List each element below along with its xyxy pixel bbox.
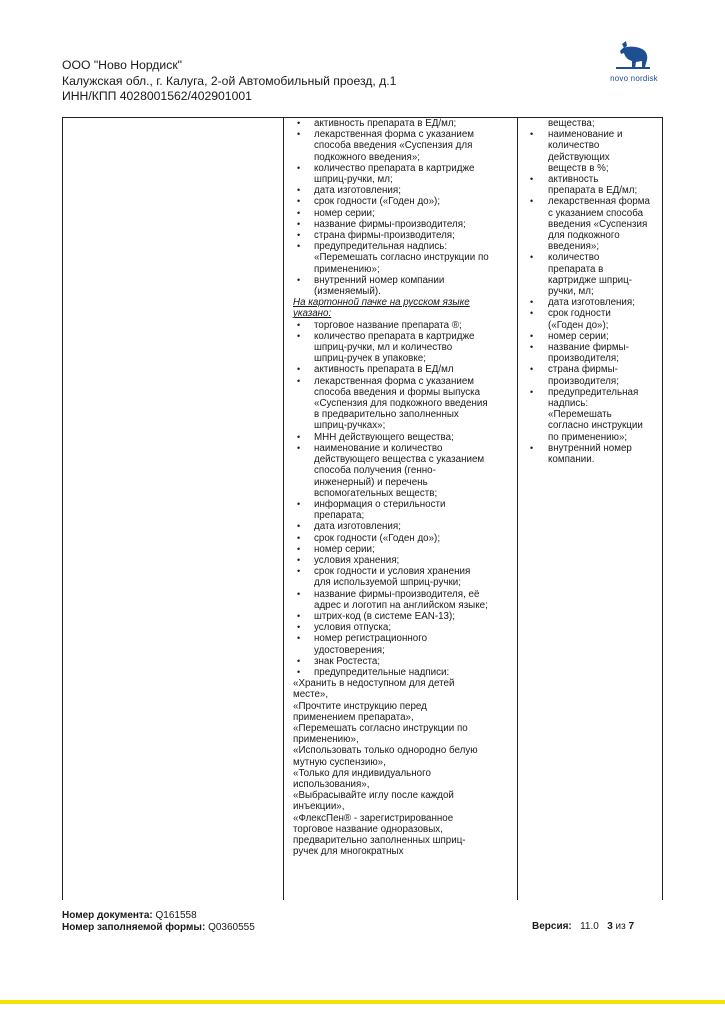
bullet-icon: •	[297, 543, 301, 554]
bullet-icon: •	[297, 532, 301, 543]
list-item	[524, 443, 662, 465]
continued-text	[524, 118, 662, 129]
text-line: «Перемешать согласно инструкции по	[293, 722, 468, 734]
bullet-icon: •	[530, 308, 534, 319]
text-line: инженерный) и перечень	[314, 476, 428, 488]
warning-line	[289, 701, 515, 723]
text-line: «Прочтите инструкцию перед	[293, 700, 427, 712]
page-current: 3	[607, 921, 613, 932]
list-item	[289, 129, 515, 163]
text-line: картридже шприц-	[548, 274, 632, 286]
text-line: использования»,	[293, 778, 370, 790]
company-name: ООО "Ново Нордиск"	[62, 58, 182, 72]
list-item	[289, 499, 515, 521]
bullet-icon: •	[297, 274, 301, 285]
list-item	[289, 566, 515, 588]
warning-line	[289, 813, 515, 858]
list-item	[289, 555, 515, 566]
bullet-icon: •	[297, 196, 301, 207]
text-line: ручки, мл;	[548, 286, 594, 298]
bullet-icon: •	[297, 521, 301, 532]
text-line: МНН действующего вещества;	[314, 431, 454, 443]
bottom-accent-line	[0, 1000, 725, 1004]
list-item	[289, 533, 515, 544]
text-line: активность препарата в ЕД/мл;	[314, 118, 457, 129]
text-line: название фирмы-производителя;	[314, 218, 466, 230]
list-item	[289, 219, 515, 230]
text-line: вспомогательных веществ;	[314, 487, 438, 499]
list-item	[289, 656, 515, 667]
text-line: На картонной пачке на русском языке	[293, 297, 470, 309]
text-line: «Перемешать согласно инструкции по	[314, 252, 489, 264]
text-line: действующих	[548, 151, 610, 163]
packaging-text-column	[289, 118, 515, 857]
text-line: (изменяемый).	[314, 286, 381, 298]
warning-line	[289, 678, 515, 700]
text-line: дата изготовления;	[548, 297, 635, 309]
text-line: производителя;	[548, 375, 619, 387]
text-line: «Выбрасывайте иглу после каждой	[293, 790, 454, 802]
text-line: вещества;	[548, 118, 595, 129]
list-item	[289, 611, 515, 622]
text-line: номер серии;	[548, 330, 609, 342]
list-item	[289, 544, 515, 555]
page-total: 7	[628, 921, 635, 932]
text-line: способа введения и формы выпуска	[314, 386, 481, 398]
text-line: страна фирмы-производителя;	[314, 230, 455, 242]
doc-number-label: Номер документа:	[62, 910, 153, 921]
bullet-icon: •	[297, 185, 301, 196]
list-item	[524, 331, 662, 342]
text-line: количество препарата в картридже	[314, 162, 475, 174]
list-item	[289, 633, 515, 655]
bullet-icon: •	[297, 364, 301, 375]
warning-line	[289, 745, 515, 767]
list-item	[289, 196, 515, 207]
doc-number: Q161558	[155, 910, 197, 921]
form-number-label: Номер заполняемой формы:	[62, 922, 206, 933]
document-footer	[62, 910, 255, 934]
bullet-icon: •	[297, 230, 301, 241]
column-divider-2	[517, 118, 518, 900]
text-line: инъекции»,	[293, 801, 345, 813]
text-line: указано:	[293, 308, 332, 320]
list-item	[289, 163, 515, 185]
bullet-icon: •	[297, 554, 301, 565]
text-line: («Годен до»);	[548, 319, 609, 331]
bullet-icon: •	[297, 319, 301, 330]
text-line: страна фирмы-	[548, 364, 618, 376]
bullet-icon: •	[530, 386, 534, 397]
bullet-icon: •	[297, 162, 301, 173]
text-line: наименование и количество	[314, 442, 443, 454]
list-item	[289, 622, 515, 633]
text-line: производителя;	[548, 353, 619, 365]
text-line: информация о стерильности	[314, 498, 446, 510]
list-item	[289, 376, 515, 432]
text-line: способа введения «Суспензия для	[314, 140, 473, 152]
text-line: лекарственная форма	[548, 196, 650, 208]
list-item	[289, 331, 515, 365]
bullet-icon: •	[530, 364, 534, 375]
text-line: шприц-ручек в упаковке;	[314, 353, 426, 365]
text-line: с указанием способа	[548, 207, 644, 219]
bullet-icon: •	[530, 174, 534, 185]
bullet-icon: •	[297, 588, 301, 599]
bullet-icon: •	[297, 666, 301, 677]
list-item	[289, 320, 515, 331]
column-divider-1	[283, 118, 284, 900]
text-line: «Суспензия для подкожного введения	[314, 398, 488, 410]
bullet-icon: •	[530, 129, 534, 140]
text-line: действующего вещества с указанием	[314, 454, 485, 466]
text-line: подкожного введения»;	[314, 151, 420, 163]
text-line: срок годности	[548, 308, 611, 320]
text-line: в предварительно заполненных	[314, 409, 459, 421]
text-line: предупредительная	[548, 386, 639, 398]
text-line: предупредительные надписи:	[314, 666, 450, 678]
text-line: для используемой шприц-ручки;	[314, 577, 461, 589]
bullet-icon: •	[530, 342, 534, 353]
bullet-icon: •	[297, 633, 301, 644]
list-item	[524, 364, 662, 386]
text-line: дата изготовления;	[314, 185, 401, 197]
text-line: введения»;	[548, 241, 600, 253]
list-item	[524, 297, 662, 308]
logo-text: novo nordisk	[610, 74, 658, 83]
text-line: шприц-ручках»;	[314, 420, 386, 432]
text-line: способа получения (генно-	[314, 465, 436, 477]
text-line: условия отпуска;	[314, 622, 392, 634]
text-line: номер серии;	[314, 543, 375, 555]
list-item	[524, 252, 662, 297]
content-table	[62, 117, 663, 900]
list-item	[289, 185, 515, 196]
list-item	[289, 521, 515, 532]
text-line: номер серии;	[314, 207, 375, 219]
text-line: для подкожного	[548, 230, 620, 242]
text-line: ручек для многократных	[293, 846, 404, 858]
text-line: дата изготовления;	[314, 521, 401, 533]
text-line: внутренний номер компании	[314, 274, 445, 286]
text-line: активность препарата в ЕД/мл	[314, 364, 454, 376]
text-line: «ФлексПен® - зарегистрированное	[293, 812, 454, 824]
bullet-icon: •	[297, 118, 301, 128]
text-line: препарата в	[548, 263, 604, 275]
bullet-icon: •	[297, 330, 301, 341]
list-item	[524, 342, 662, 364]
bullet-icon: •	[530, 330, 534, 341]
company-address: Калужская обл., г. Калуга, 2-ой Автомобильный проезд, д.1	[62, 73, 397, 88]
list-item	[524, 387, 662, 443]
bullet-icon: •	[530, 442, 534, 453]
text-line: название фирмы-производителя, её	[314, 588, 480, 600]
text-line: предварительно заполненных шприц-	[293, 835, 466, 846]
bullet-icon: •	[297, 207, 301, 218]
bullet-icon: •	[297, 431, 301, 442]
list-item	[289, 118, 515, 129]
text-line: предупредительная надпись:	[314, 241, 448, 253]
text-line: «Только для индивидуального	[293, 767, 431, 779]
text-line: мутную суспензию»,	[293, 756, 386, 768]
bullet-icon: •	[530, 297, 534, 308]
text-line: «Использовать только однородно белую	[293, 745, 478, 757]
label-text-column	[524, 118, 662, 465]
text-line: шприц-ручки, мл;	[314, 174, 393, 186]
form-number: Q0360555	[208, 922, 255, 933]
text-line: по применению»;	[548, 431, 628, 443]
text-line: количество препарата в картридже	[314, 330, 475, 342]
text-line: шприц-ручки, мл и количество	[314, 342, 453, 354]
apis-bull-icon	[608, 40, 658, 74]
text-line: количество	[548, 252, 600, 264]
document-header	[62, 58, 396, 105]
list-item	[289, 589, 515, 611]
bullet-icon: •	[297, 241, 301, 252]
text-line: адрес и логотип на английском языке;	[314, 599, 488, 611]
text-line: номер регистрационного	[314, 633, 428, 645]
text-line: месте»,	[293, 689, 329, 701]
warning-line	[289, 723, 515, 745]
list-item	[524, 308, 662, 330]
text-line: название фирмы-	[548, 342, 629, 354]
list-item	[289, 667, 515, 678]
text-line: торговое название одноразовых,	[293, 823, 443, 835]
version-label: Версия:	[532, 921, 572, 932]
page-of: из	[615, 921, 626, 932]
text-line: введения «Суспензия	[548, 218, 648, 230]
section-subheading	[289, 297, 515, 319]
text-line: применением препарата»,	[293, 711, 414, 723]
warning-line	[289, 768, 515, 790]
novo-nordisk-logo	[594, 40, 674, 86]
text-line: активность	[548, 174, 599, 186]
bullet-icon: •	[530, 196, 534, 207]
version-info	[532, 921, 634, 933]
text-line: лекарственная форма с указанием	[314, 375, 475, 387]
bullet-icon: •	[297, 129, 301, 140]
text-line: внутренний номер	[548, 442, 632, 454]
text-line: «Перемешать	[548, 409, 612, 421]
text-line: срок годности и условия хранения	[314, 566, 471, 578]
list-item	[524, 174, 662, 196]
text-line: согласно инструкции	[548, 420, 643, 432]
bullet-icon: •	[297, 566, 301, 577]
text-line: препарата;	[314, 510, 365, 522]
text-line: срок годности («Годен до»);	[314, 196, 441, 208]
text-line: веществ в %;	[548, 162, 609, 174]
bullet-icon: •	[297, 622, 301, 633]
text-line: препарата в ЕД/мл;	[548, 185, 638, 197]
text-line: знак Ростеста;	[314, 655, 381, 667]
bullet-icon: •	[530, 252, 534, 263]
text-line: торговое название препарата ®;	[314, 319, 462, 331]
text-line: срок годности («Годен до»);	[314, 532, 441, 544]
list-item	[289, 230, 515, 241]
text-line: наименование и	[548, 129, 623, 141]
warning-line	[289, 790, 515, 812]
bullet-icon: •	[297, 610, 301, 621]
list-item	[289, 275, 515, 297]
bullet-icon: •	[297, 442, 301, 453]
list-item	[289, 241, 515, 275]
list-item	[289, 364, 515, 375]
text-line: применению»;	[314, 263, 380, 275]
bullet-icon: •	[297, 218, 301, 229]
text-line: количество	[548, 140, 600, 152]
list-item	[524, 196, 662, 252]
bullet-icon: •	[297, 375, 301, 386]
company-inn: ИНН/КПП 4028001562/402901001	[62, 89, 252, 103]
list-item	[289, 432, 515, 443]
text-line: надпись:	[548, 398, 589, 410]
text-line: компании.	[548, 454, 595, 466]
text-line: лекарственная форма с указанием	[314, 129, 475, 141]
text-line: удостоверения;	[314, 644, 385, 656]
version-number: 11.0	[580, 921, 599, 932]
bullet-icon: •	[297, 498, 301, 509]
text-line: «Хранить в недоступном для детей	[293, 678, 455, 690]
text-line: штрих-код (в системе EAN-13);	[314, 610, 455, 622]
bullet-icon: •	[297, 655, 301, 666]
list-item	[289, 208, 515, 219]
list-item	[289, 443, 515, 499]
list-item	[524, 129, 662, 174]
text-line: условия хранения;	[314, 554, 400, 566]
text-line: применению»,	[293, 734, 359, 746]
